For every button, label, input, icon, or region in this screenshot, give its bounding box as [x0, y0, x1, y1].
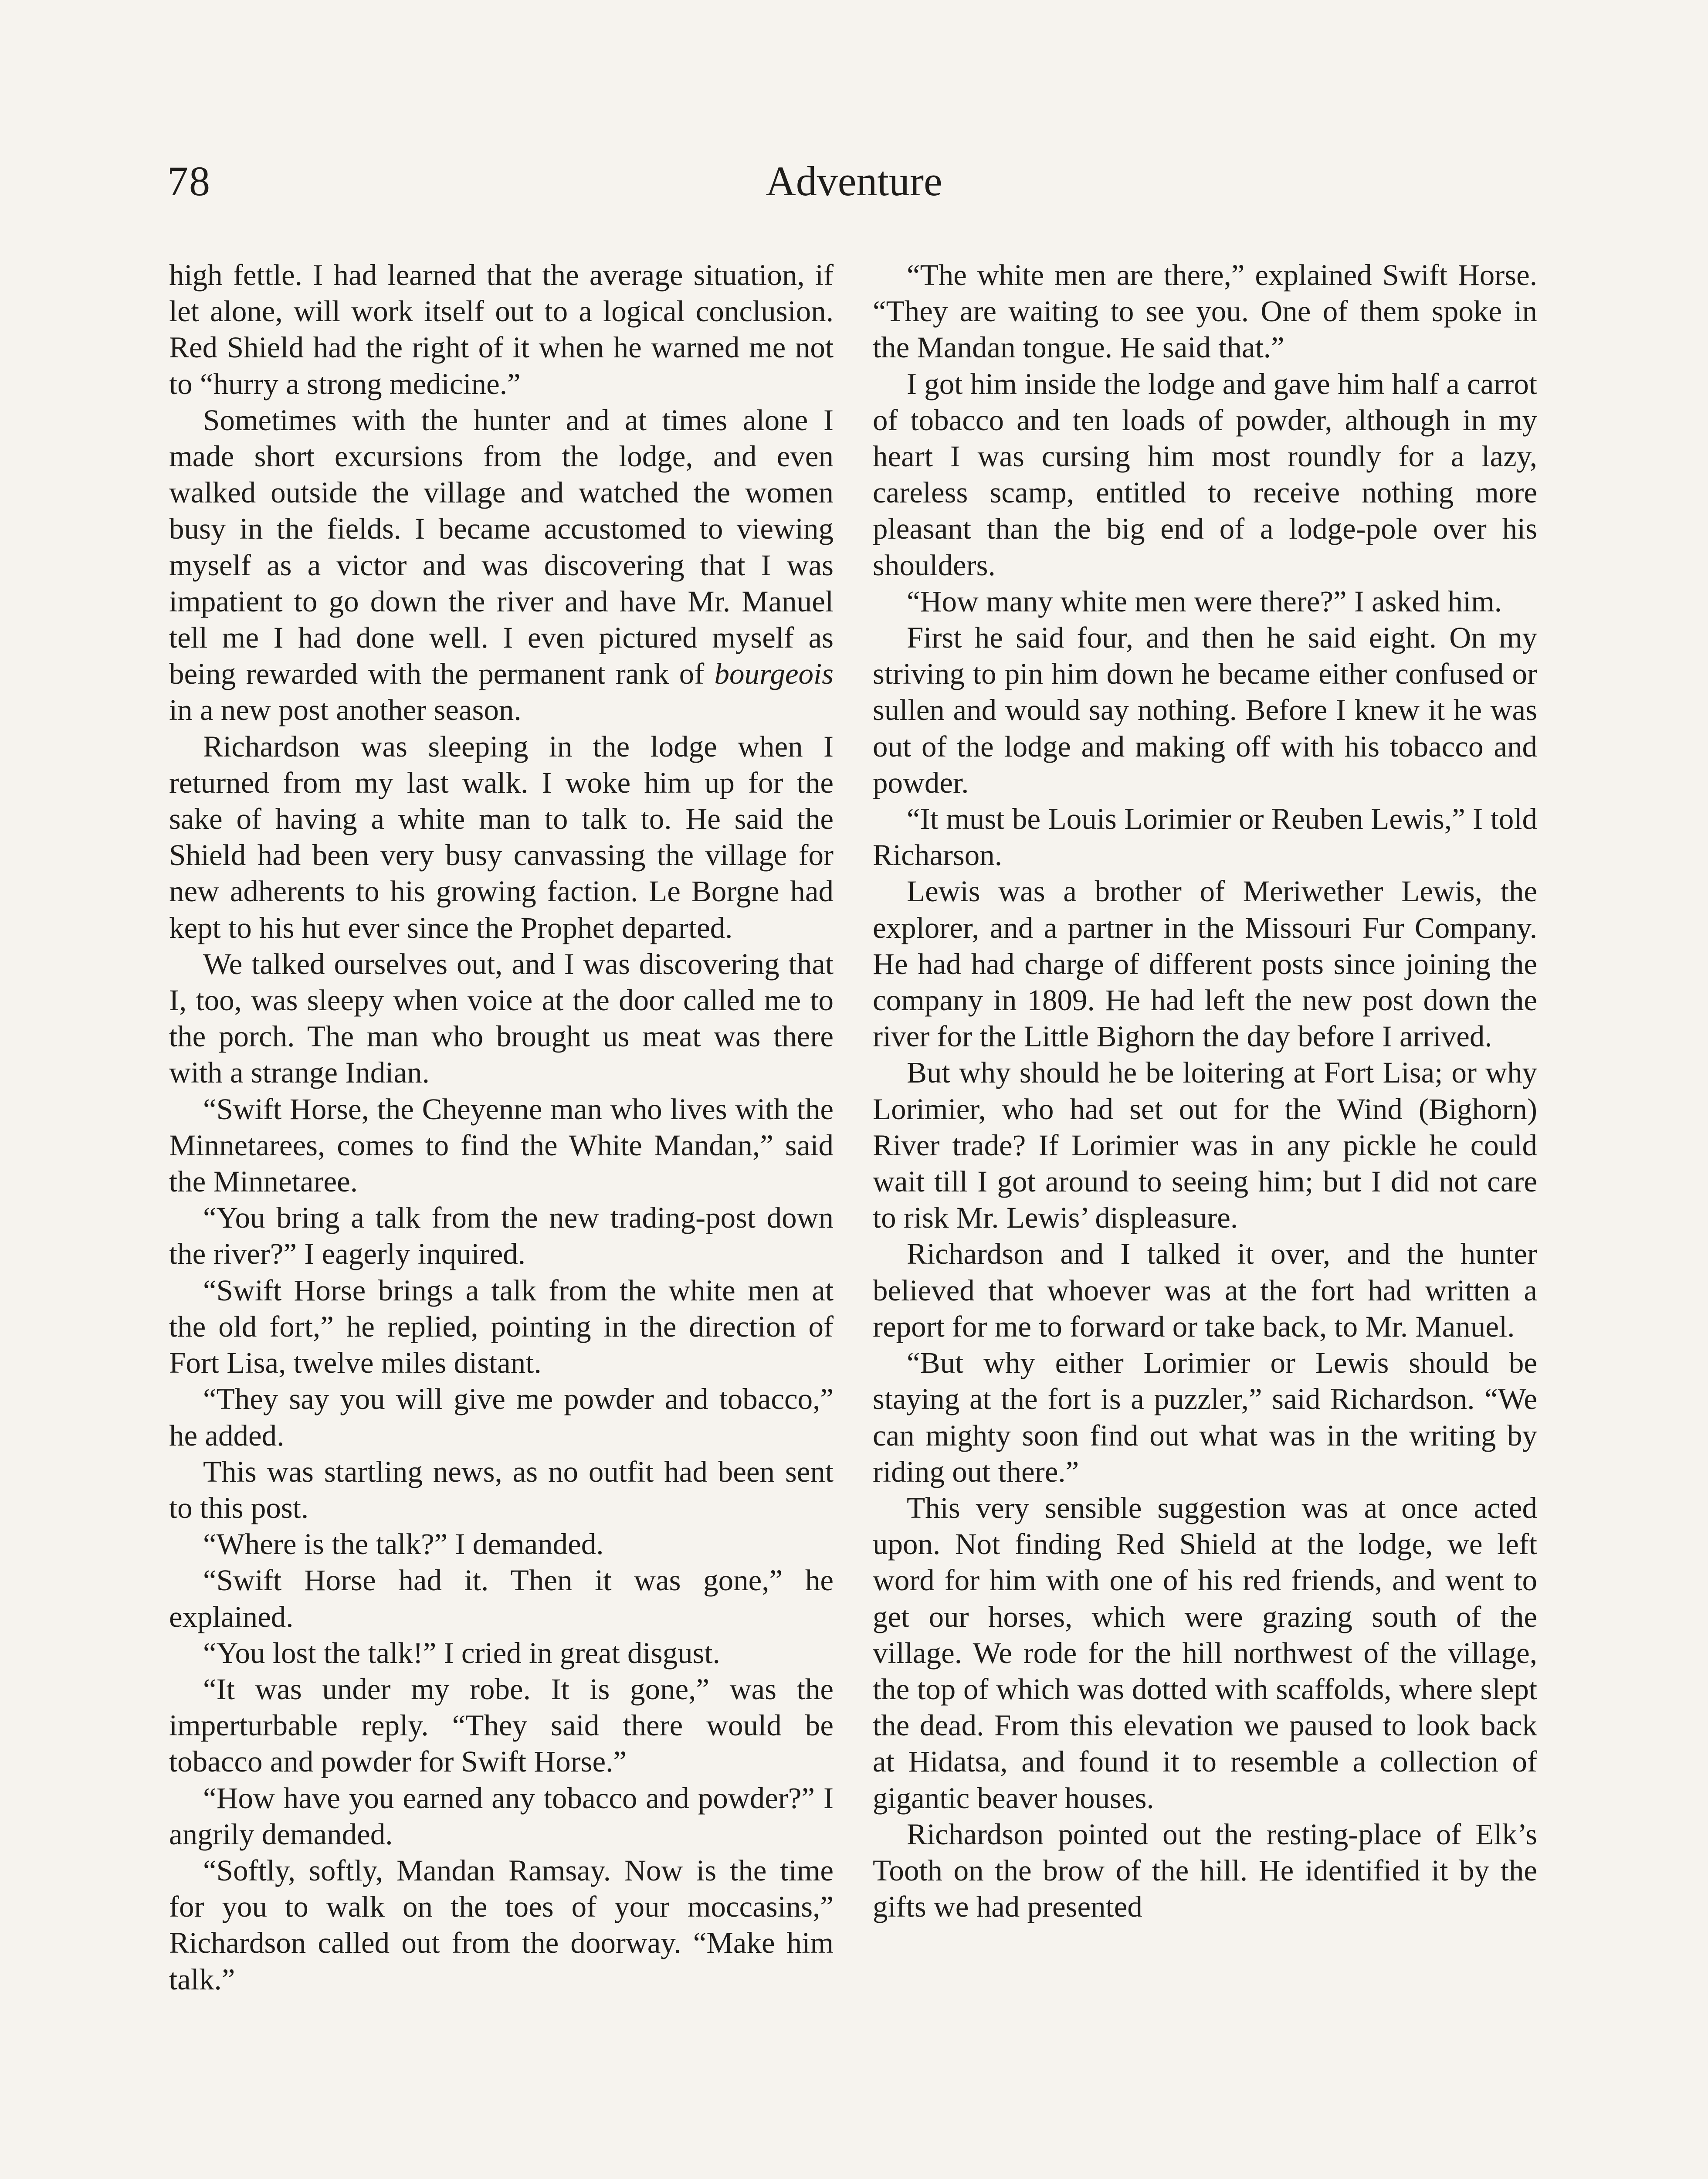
paragraph: Lewis was a brother of Meriwether Lewis, the explorer, and a partner in the Missouri Fur Company. He had had charge of different posts since joining the company in 1809. He had left the new post down the river for the Little Bighorn the day before I arrived.	[873, 875, 1537, 1053]
left-column	[169, 257, 834, 1998]
paragraph: “It was under my robe. It is gone,” was the imperturbable reply. “They said there would be tobacco and powder for Swift Horse.”	[169, 1672, 834, 1778]
paragraph: “How many white men were there?” I asked him.	[907, 584, 1502, 618]
paragraph: “Swift Horse, the Cheyenne man who lives with the Minnetarees, comes to find the White Mandan,” said the Minnetaree.	[169, 1092, 834, 1198]
paragraph: “Softly, softly, Mandan Ramsay. Now is the time for you to walk on the toes of your moccasins,” Richardson called out from the doorway. “Make him talk.”	[169, 1853, 834, 1996]
paragraph: “Swift Horse brings a talk from the white men at the old fort,” he replied, pointing in the direction of Fort Lisa, twelve miles distant.	[169, 1273, 834, 1380]
paragraph: First he said four, and then he said eight. On my striving to pin him down he became either confused or sullen and would say nothing. Before I knew it he was out of the lodge and making off with his tobacco and powder.	[873, 621, 1537, 799]
paragraph: “Where is the talk?” I demanded.	[203, 1527, 604, 1561]
paragraph: “It must be Louis Lorimier or Reuben Lewis,” I told Richarson.	[873, 802, 1537, 872]
paragraph: “You bring a talk from the new trading-post down the river?” I eagerly inquired.	[169, 1201, 834, 1271]
paragraph: But why should he be loitering at Fort Lisa; or why Lorimier, who had set out for the Wind (Bighorn) River trade? If Lorimier was in any pickle he could wait till I got around to seeing him; but I did not care to risk Mr. Lewis’ displeasure.	[873, 1056, 1537, 1235]
paragraph: This was startling news, as no outfit had been sent to this post.	[169, 1455, 834, 1524]
paragraph: This very sensible suggestion was at once acted upon. Not finding Red Shield at the lodge, we left word for him with one of his red friends, and went to get our horses, which were grazing south of the village. We rode for the hill northwest of the village, the top of which was dotted with scaffolds, where slept the dead. From this elevation we paused to look back at Hidatsa, and found it to resemble a collection of gigantic beaver houses.	[873, 1491, 1537, 1815]
paragraph: We talked ourselves out, and I was discovering that I, too, was sleepy when voice at the door called me to the porch. The man who brought us meat was there with a strange Indian.	[169, 947, 834, 1090]
paragraph: Richardson and I talked it over, and the hunter believed that whoever was at the fort had written a report for me to forward or take back, to Mr. Manuel.	[873, 1237, 1537, 1343]
paragraph: Sometimes with the hunter and at times alone I made short excursions from the lodge, and even walked outside the village and watched the women busy in the fields. I became accustomed to viewing myself as a victor and was discovering that I was impatient to go down the river and have Mr. Manuel tell me I had done well. I even pictured myself as being rewarded with the permanent rank of bourgeois in a new post another season.	[169, 403, 834, 727]
right-column	[873, 257, 1537, 1925]
paragraph: high fettle. I had learned that the average situation, if let alone, will work itself out to a logical conclusion. Red Shield had the right of it when he warned me not to “hurry a strong medicine.”	[169, 258, 834, 401]
paragraph: “How have you earned any tobacco and powder?” I angrily demanded.	[169, 1781, 834, 1851]
paragraph: “They say you will give me powder and tobacco,” he added.	[169, 1382, 834, 1452]
paragraph: Richardson was sleeping in the lodge when I returned from my last walk. I woke him up for the sake of having a white man to talk to. He said the Shield had been very busy canvassing the village for new adherents to his growing faction. Le Borgne had kept to his hut ever since the Prophet departed.	[169, 730, 834, 944]
italic-term: bourgeois	[714, 657, 834, 691]
paragraph: I got him inside the lodge and gave him half a carrot of tobacco and ten loads of powder, although in my heart I was cursing him most roundly for a lazy, careless scamp, entitled to receive nothing more pleasant than the big end of a lodge-pole over his shoulders.	[873, 367, 1537, 582]
paragraph: Richardson pointed out the resting-place of Elk’s Tooth on the brow of the hill. He identified it by the gifts we had presented	[873, 1817, 1537, 1924]
paragraph: “You lost the talk!” I cried in great disgust.	[203, 1636, 720, 1670]
page-number: 78	[167, 158, 211, 204]
paragraph: “Swift Horse had it. Then it was gone,” he explained.	[169, 1564, 834, 1633]
running-head: Adventure	[766, 158, 942, 204]
paragraph: “But why either Lorimier or Lewis should be staying at the fort is a puzzler,” said Richardson. “We can mighty soon find out what was in the writing by riding out there.”	[873, 1346, 1537, 1488]
paragraph: “The white men are there,” explained Swift Horse. “They are waiting to see you. One of them spoke in the Mandan tongue. He said that.”	[873, 258, 1537, 364]
